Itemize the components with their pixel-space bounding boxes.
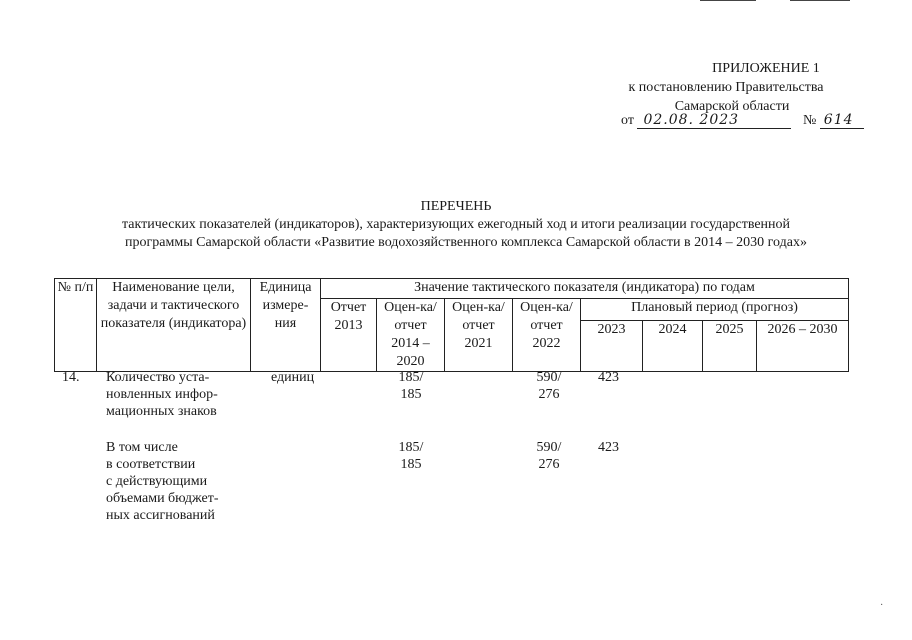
cell-value-line: 590/	[536, 440, 562, 455]
row-name-line: В том числе	[106, 440, 178, 455]
header-estimate-2014: Оцен-ка/отчет 2014 – 2020	[377, 299, 445, 372]
heading-line: программы Самарской области «Развитие водохозяйственного комплекса Самарской области в 2014 – 2030 годах»	[125, 235, 807, 250]
appendix-title: ПРИЛОЖЕНИЕ 1	[712, 61, 820, 76]
cell-value-line: 590/	[536, 370, 562, 385]
header-estimate-2022: Оцен-ка/отчет 2022	[513, 299, 581, 372]
header-estimate-2021: Оцен-ка/отчет 2021	[445, 299, 513, 372]
header-unit: Единица измере-ния	[251, 279, 321, 372]
cell-estimate-2014	[396, 369, 426, 403]
handwritten-number: 614	[820, 112, 864, 129]
cell-year-2023: 423	[598, 440, 619, 455]
document-heading	[0, 198, 912, 252]
header-value-group: Значение тактического показателя (индикатора) по годам	[321, 279, 849, 299]
row-name-line: Количество уста-	[106, 370, 210, 385]
row-name	[106, 439, 256, 524]
row-name-line: новленных инфор-	[106, 387, 218, 402]
cell-year-2023: 423	[598, 370, 619, 385]
scan-edge-line	[700, 0, 756, 1]
cell-value-line: 185	[400, 387, 422, 402]
row-number: 14.	[62, 370, 80, 385]
header-year-2023: 2023	[581, 321, 643, 372]
cell-value-line: 185/	[398, 370, 424, 385]
heading-title: ПЕРЕЧЕНЬ	[420, 199, 492, 214]
appendix-line: Самарской области	[674, 99, 790, 114]
cell-estimate-2022	[534, 439, 564, 473]
appendix-block	[586, 59, 866, 116]
row-name-line: в соответствии	[106, 457, 196, 472]
handwritten-date: 02.08. 2023	[637, 112, 791, 129]
scan-edge-line	[790, 0, 850, 1]
header-year-2024: 2024	[643, 321, 703, 372]
cell-value-line: 185	[400, 457, 422, 472]
heading-line: тактических показателей (индикаторов), характеризующих ежегодный ход и итоги реализации государственной	[121, 217, 791, 232]
row-name-line: мационных знаков	[106, 404, 217, 419]
row-name	[106, 369, 256, 420]
row-unit: единиц	[271, 370, 315, 385]
number-prefix: №	[802, 113, 817, 128]
scan-mark: ·	[880, 600, 884, 611]
cell-value-line: 185/	[398, 440, 424, 455]
row-name-line: с действующими	[106, 474, 208, 489]
header-name: Наименование цели, задачи и тактического показателя (индикатора)	[97, 279, 251, 372]
appendix-line: к постановлению Правительства	[628, 80, 824, 95]
row-name-line: ных ассигнований	[106, 508, 215, 523]
cell-estimate-2014	[396, 439, 426, 473]
cell-value-line: 276	[538, 457, 560, 472]
header-year-2025: 2025	[703, 321, 757, 372]
cell-value-line: 276	[538, 387, 560, 402]
header-num: № п/п	[55, 279, 97, 372]
indicators-table-header	[54, 278, 849, 372]
cell-estimate-2022	[534, 369, 564, 403]
row-name-line: объемами бюджет-	[106, 491, 219, 506]
header-plan-group: Плановый период (прогноз)	[581, 299, 849, 321]
date-prefix: от	[621, 113, 634, 128]
header-year-2026-2030: 2026 – 2030	[757, 321, 849, 372]
decree-date-number	[621, 112, 864, 129]
header-report-2013: Отчет 2013	[321, 299, 377, 372]
